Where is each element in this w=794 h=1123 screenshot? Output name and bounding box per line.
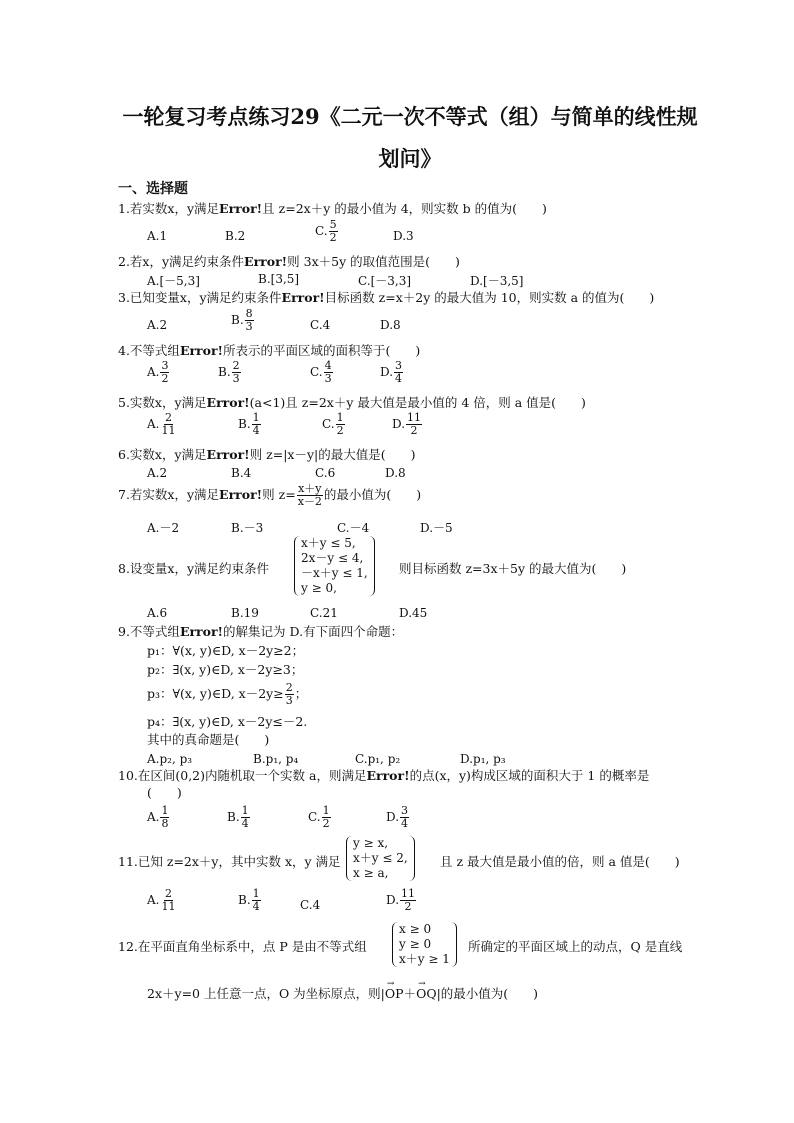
q1-option-d: D.3	[393, 229, 414, 243]
doc-title-line1: 一轮复习考点练习29《二元一次不等式（组）与简单的线性规	[122, 104, 698, 129]
q1-option-b: B.2	[225, 229, 246, 243]
q3-error-field: Error!	[281, 290, 325, 305]
q12-constraint-1: x ≥ 0	[399, 922, 432, 936]
q11-option-a: A. $\frac{2}{11}$	[147, 887, 176, 913]
q6-option-b: B.4	[231, 466, 252, 480]
q8-option-d: D.45	[399, 606, 428, 620]
q9-option-b: B.p₁, p₄	[253, 752, 299, 766]
question-6: 6.实数x，y满足Error!则 z=|x－y|的最大值是( )	[118, 447, 416, 462]
vector-op: → OP	[385, 985, 404, 1003]
q1-text-post: 且 z=2x＋y 的最小值为 4，则实数 b 的值为( )	[262, 201, 547, 216]
q5-option-a: A. $\frac{2}{11}$	[147, 411, 176, 437]
q11-constraint-3: x ≥ a,	[353, 866, 389, 880]
q4-option-d: D. $\frac{3}{4}$	[380, 359, 403, 385]
q11-constraint-system	[346, 836, 415, 881]
q2-error-field: Error!	[244, 254, 288, 269]
question-8-lead: 8.设变量x，y满足约束条件	[118, 561, 270, 576]
q12-constraint-3: x＋y ≥ 1	[399, 952, 450, 966]
q8-constraint-system	[294, 536, 375, 596]
q6-option-d: D.8	[385, 466, 406, 480]
question-9: 9.不等式组Error!的解集记为 D.有下面四个命题：	[118, 624, 404, 639]
q7-option-b: B.－3	[231, 521, 264, 535]
question-2: 2.若x，y满足约束条件Error!则 3x＋5y 的取值范围是( )	[118, 254, 460, 269]
q9-option-c: C.p₁, p₂	[355, 752, 401, 766]
q11-option-c: C.4	[300, 898, 321, 912]
q2-option-c: C.[－3,3]	[358, 274, 412, 288]
q7-option-d: D.－5	[420, 521, 453, 535]
q10-option-c: C. $\frac{1}{2}$	[308, 804, 330, 830]
q1-option-a: A.1	[147, 229, 168, 243]
q1-error-field: Error!	[219, 201, 263, 216]
q9-error-field: Error!	[179, 624, 224, 639]
q4-option-b: B. $\frac{2}{3}$	[218, 359, 240, 385]
question-11-tail: 且 z 最大值是最小值的倍，则 a 值是( )	[440, 854, 680, 869]
question-3: 3.已知变量x，y满足约束条件Error!目标函数 z=x＋2y 的最大值为 10，则实数 a 的值为( )	[118, 290, 655, 305]
q3-option-b: B. $\frac{8}{3}$	[231, 307, 253, 333]
q5-option-d: D. $\frac{11}{2}$	[392, 411, 422, 437]
q9-option-a: A.p₂, p₃	[147, 752, 193, 766]
q9-proposition-p1: p₁：∀(x, y)∈D, x－2y≥2；	[147, 643, 305, 658]
question-11-lead: 11.已知 z=2x＋y，其中实数 x，y 满足	[118, 854, 341, 869]
section-heading: 一、选择题	[118, 181, 188, 197]
q3-option-d: D.8	[380, 318, 401, 332]
q7-option-a: A.－2	[147, 521, 180, 535]
q3-option-a: A.2	[147, 318, 168, 332]
q2-option-b: B.[3,5]	[258, 272, 300, 286]
doc-title-line2: 划问》	[378, 146, 442, 171]
q1-text: 1.若实数x，y满足	[118, 201, 220, 216]
q8-constraint-1: x＋y ≤ 5,	[301, 536, 356, 550]
q11-constraint-2: x＋y ≤ 2,	[353, 851, 408, 865]
q9-option-d: D.p₁, p₃	[460, 752, 506, 766]
q4-option-a: A. $\frac{3}{2}$	[147, 359, 169, 385]
q8-constraint-2: 2x－y ≤ 4,	[301, 551, 364, 565]
q5-error-field: Error!	[206, 395, 250, 410]
q2-option-a: A.[－5,3]	[147, 274, 200, 288]
q8-option-b: B.19	[231, 606, 259, 620]
q1-option-c: C. $\frac{5}{2}$	[315, 218, 337, 244]
q3-option-c: C.4	[310, 318, 331, 332]
question-1	[118, 200, 547, 218]
question-12-line2: 2x＋y=0 上任意一点，O 为坐标原点，则|→ OP＋→ OQ|的最小值为( )	[147, 985, 538, 1003]
q9-proposition-p2: p₂：∃(x, y)∈D, x－2y≥3；	[147, 662, 304, 677]
q6-option-a: A.2	[147, 466, 168, 480]
vector-oq: → OQ	[416, 985, 437, 1003]
q12-constraint-2: y ≥ 0	[399, 937, 432, 951]
q11-option-d: D. $\frac{11}{2}$	[386, 887, 416, 913]
question-4: 4.不等式组Error!所表示的平面区域的面积等于( )	[118, 343, 421, 358]
q10-option-a: A. $\frac{1}{8}$	[147, 804, 169, 830]
q7-option-c: C.－4	[337, 521, 370, 535]
q12-constraint-system	[392, 922, 457, 967]
q10-option-b: B. $\frac{1}{4}$	[227, 804, 249, 830]
q11-option-b: B. $\frac{1}{4}$	[238, 887, 260, 913]
q6-option-c: C.6	[315, 466, 336, 480]
q9-proposition-p3: p₃：∀(x, y)∈D, x－2y≥ $\frac{2}{3}$ ；	[147, 681, 308, 707]
q10-option-d: D. $\frac{3}{4}$	[386, 804, 409, 830]
q10-answer-paren: ( )	[147, 785, 182, 800]
q2-option-d: D.[－3,5]	[470, 274, 524, 288]
q11-constraint-1: y ≥ x,	[353, 836, 389, 850]
question-12-lead: 12.在平面直角坐标系中，点 P 是由不等式组	[118, 939, 367, 954]
q5-option-c: C. $\frac{1}{2}$	[322, 411, 344, 437]
q7-error-field: Error!	[219, 487, 263, 502]
q9-ask: 其中的真命题是( )	[147, 732, 270, 747]
q8-option-c: C.21	[310, 606, 338, 620]
q8-option-a: A.6	[147, 606, 168, 620]
question-10: 10.在区间(0,2)内随机取一个实数 a，则满足Error!的点(x，y)构成区域的面积大于 1 的概率是	[118, 768, 650, 783]
question-5: 5.实数x，y满足Error!(a<1)且 z=2x＋y 最大值是最小值的 4 倍，则 a 值是( )	[118, 395, 586, 410]
q6-error-field: Error!	[206, 447, 250, 462]
q8-constraint-3: －x＋y ≤ 1,	[301, 566, 368, 580]
question-8-tail: 则目标函数 z=3x＋5y 的最大值为( )	[399, 561, 627, 576]
question-7: 7.若实数x，y满足Error!则 z= $\frac{x+y}{x-2}$ 的最小值为( )	[118, 482, 422, 508]
q8-constraint-4: y ≥ 0,	[301, 581, 337, 595]
q4-option-c: C. $\frac{4}{3}$	[310, 359, 332, 385]
q9-proposition-p4: p₄：∃(x, y)∈D, x－2y≤－2.	[147, 714, 308, 729]
q4-error-field: Error!	[179, 343, 224, 358]
question-12-tail: 所确定的平面区域上的动点，Q 是直线	[468, 939, 683, 954]
q5-option-b: B. $\frac{1}{4}$	[238, 411, 260, 437]
q10-error-field: Error!	[366, 768, 410, 783]
